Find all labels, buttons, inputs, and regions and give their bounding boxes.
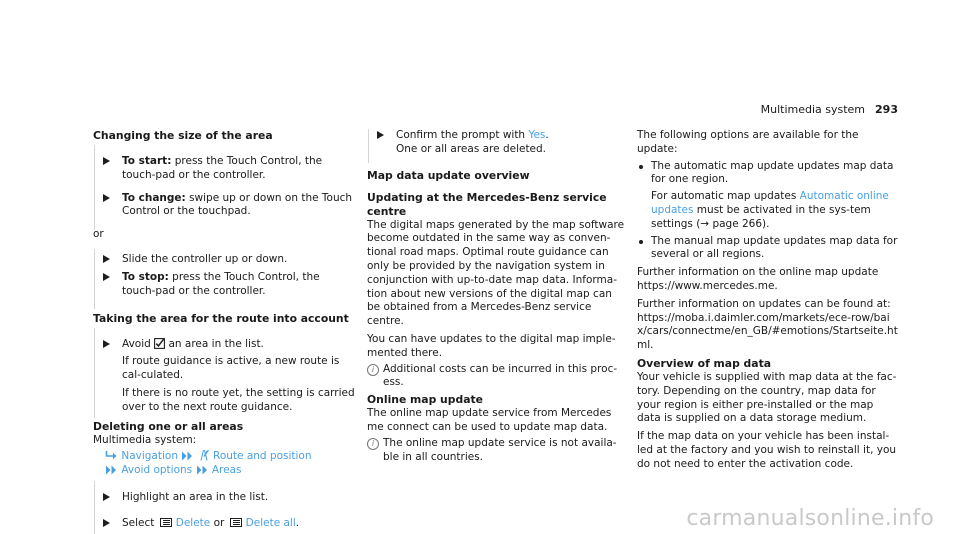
instruction-block	[94, 145, 355, 230]
step-select	[95, 517, 355, 531]
step-result: One or all areas are deleted.	[396, 142, 547, 155]
instruction-block	[368, 129, 625, 163]
step-text: or	[210, 516, 228, 529]
heading-overview-map-data: Overview of map data	[637, 356, 772, 370]
step-avoid	[95, 338, 355, 414]
menu-button-icon	[160, 518, 172, 527]
multimedia-label: Multimedia system:	[93, 434, 197, 447]
note-additional-costs	[367, 363, 625, 391]
bullet-icon	[639, 165, 643, 169]
step-change	[95, 192, 355, 220]
heading-taking-area: Taking the area for the route into account	[93, 312, 349, 326]
menu-item-navigation[interactable]: Navigation	[121, 450, 178, 463]
list-item-text: The manual map update updates map data for several or all regions.	[651, 234, 898, 261]
heading-map-update-overview: Map data update overview	[367, 168, 530, 182]
step-arrow-icon	[103, 519, 110, 527]
section-title: Multimedia system	[760, 103, 866, 116]
path-start-arrow-icon	[105, 450, 118, 461]
column-1	[93, 129, 355, 534]
note-text: Additional costs can be incurred in this proc-ess.	[383, 362, 618, 389]
step-label: To stop:	[122, 270, 169, 283]
step-slide	[95, 253, 355, 267]
heading-updating-service: Updating at the Mercedes-Benz service centre	[367, 190, 607, 218]
step-arrow-icon	[103, 273, 110, 281]
step-text: swipe up or down on the Touch Control or the touchpad.	[122, 191, 353, 218]
or-text: or	[93, 228, 104, 241]
step-result: If route guidance is active, a new route is cal-culated.	[122, 355, 340, 381]
paragraph-updates: You can have updates to the digital map imple-mented there.	[367, 332, 616, 359]
column-2	[367, 129, 625, 467]
step-text: Highlight an area in the list.	[122, 490, 269, 503]
step-text: press the Touch Control, the touch-pad or the controller.	[122, 155, 323, 181]
step-highlight	[95, 491, 355, 505]
menu-item-areas[interactable]: Areas	[211, 463, 242, 476]
checkbox-checked-icon	[154, 338, 165, 349]
step-result: If there is no route yet, the setting is carried over to the next route guidance.	[122, 386, 355, 413]
path-separator-icon	[105, 465, 118, 475]
menu-path	[93, 449, 355, 478]
step-arrow-icon	[103, 340, 110, 348]
step-label: To start:	[122, 155, 172, 167]
step-arrow-icon	[103, 493, 110, 501]
menu-item-route-position[interactable]: Route and position	[213, 450, 312, 463]
step-arrow-icon	[103, 255, 110, 263]
delete-all-option[interactable]: Delete all	[245, 516, 296, 529]
step-arrow-icon	[377, 131, 384, 139]
paragraph-updating: The digital maps generated by the map software become outdated in the same way as conven-tional road maps. Optimal route guidance can only be provided by the navigation system in conjunction with up-to-date map data. Informa-tion about new versions of the digital map can be obtained from a Mercedes-Benz service centre.	[367, 218, 625, 328]
menu-button-icon	[230, 518, 242, 527]
paragraph-further-online: Further information on the online map update https://www.mercedes.me.	[637, 266, 879, 292]
path-separator-icon	[196, 465, 209, 475]
instruction-block	[94, 249, 355, 309]
watermark: carmanualsonline.info	[686, 506, 934, 532]
list-item-text: The automatic map update updates map data for one region.	[651, 159, 894, 186]
step-text: press the Touch Control, the touch-pad or the controller.	[122, 270, 320, 297]
bullet-icon	[639, 240, 643, 244]
step-text: Avoid	[122, 338, 155, 351]
info-icon: i	[367, 364, 379, 376]
heading-change-size: Changing the size of the area	[93, 129, 273, 142]
instruction-block	[94, 481, 355, 534]
step-text: Slide the controller up or down.	[122, 252, 288, 265]
step-text: an area in the list.	[165, 338, 264, 351]
step-text: .	[295, 516, 300, 529]
page-header	[761, 103, 898, 117]
step-label: To change:	[122, 191, 186, 204]
yes-option[interactable]: Yes	[528, 129, 546, 141]
route-icon	[198, 449, 210, 461]
note-availability	[367, 437, 625, 465]
step-confirm	[369, 129, 625, 157]
list-item	[637, 235, 899, 263]
step-text: .	[545, 129, 549, 141]
step-arrow-icon	[103, 157, 110, 165]
instruction-block	[94, 328, 355, 418]
path-separator-icon	[181, 451, 194, 461]
heading-online-update: Online map update	[367, 393, 483, 407]
heading-deleting: Deleting one or all areas	[93, 420, 244, 434]
delete-option[interactable]: Delete	[175, 516, 211, 529]
list-item	[637, 160, 899, 232]
step-text: Confirm the prompt with	[396, 129, 529, 141]
column-3	[637, 129, 899, 474]
list-item-subtext: For automatic map updates Automatic online updates must be activated in the sys-tem settings (→ page 266).	[651, 190, 889, 230]
paragraph-overview-2: If the map data on your vehicle has been instal-led at the factory and you wish to reinstall it, you do not need to enter the activation code.	[637, 430, 897, 470]
page-number: 293	[875, 103, 898, 116]
paragraph-overview-1: Your vehicle is supplied with map data at the fac-tory. Depending on the country, map data for your region is either pre-installed or the map data is supplied on a data storage medium.	[637, 370, 897, 425]
step-start	[95, 155, 355, 183]
automatic-online-updates-link[interactable]: Automatic online updates	[651, 190, 889, 216]
step-text: Select	[122, 516, 158, 529]
paragraph-further-updates: Further information on updates can be found at: https://moba.i.daimler.com/markets/ece-row/baix/cars/connectme/en_GB/#emotions/Startseite.html.	[637, 297, 898, 352]
step-stop	[95, 271, 355, 299]
info-icon: i	[367, 438, 379, 450]
note-text: The online map update service is not availa-ble in all countries.	[383, 436, 617, 463]
step-arrow-icon	[103, 194, 110, 202]
menu-item-avoid-options[interactable]: Avoid options	[121, 463, 193, 476]
paragraph-options: The following options are available for the update:	[637, 129, 859, 155]
paragraph-online: The online map update service from Mercedes me connect can be used to update map data.	[367, 407, 612, 433]
options-list	[637, 160, 899, 263]
